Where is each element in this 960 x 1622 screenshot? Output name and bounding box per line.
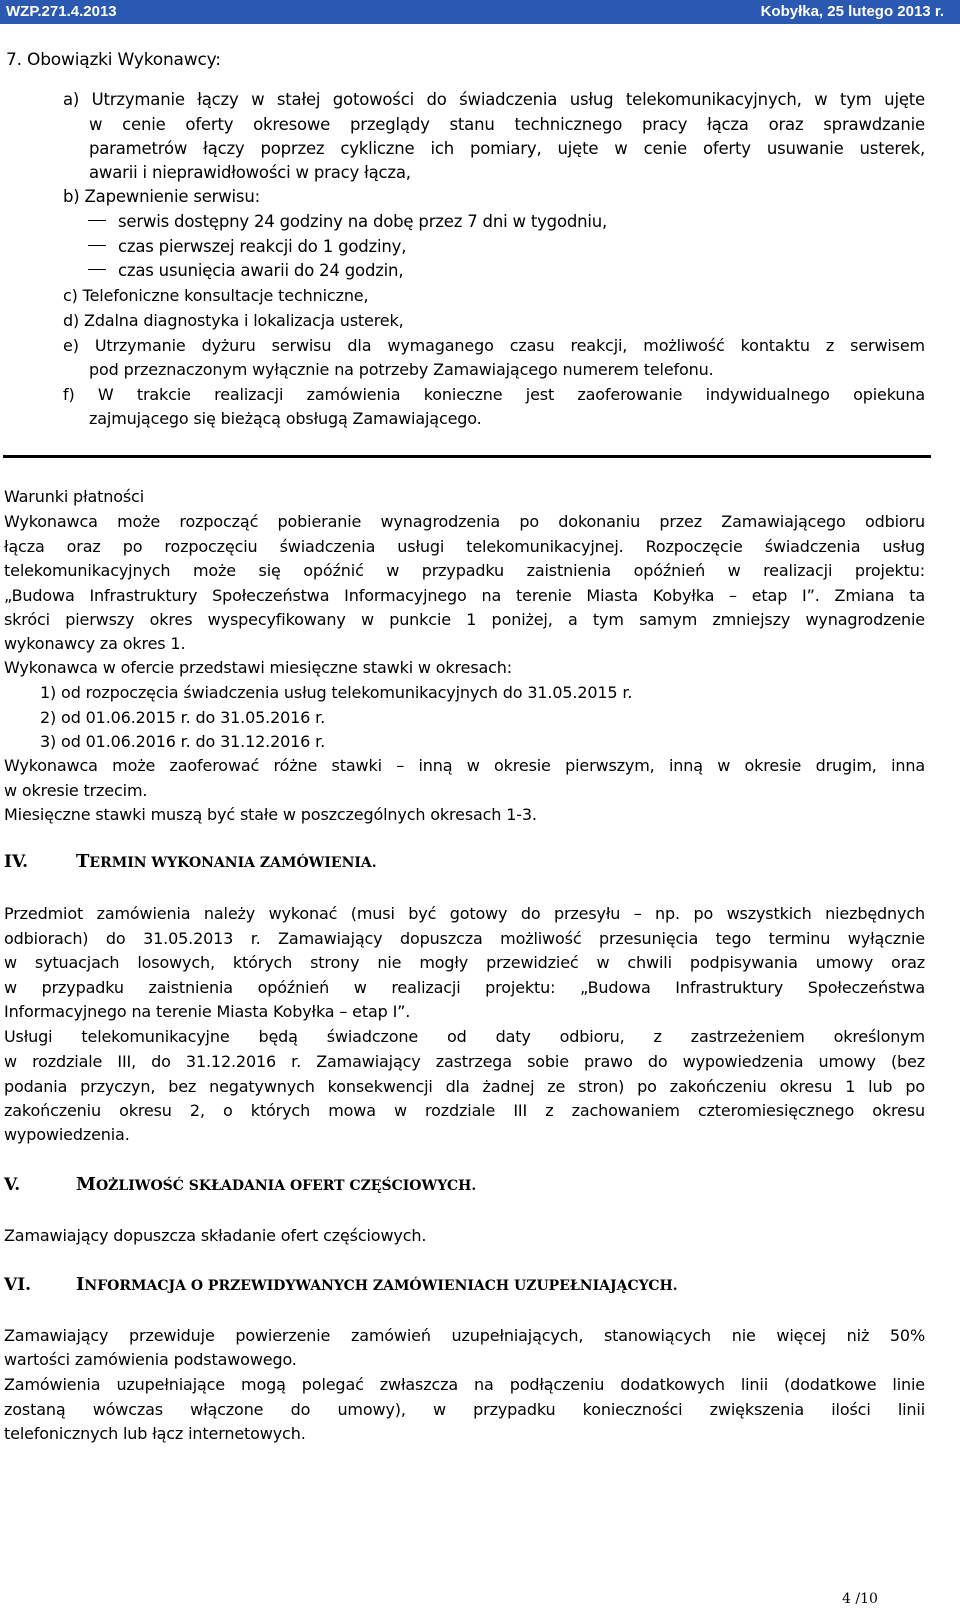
supplementary-p1-line-2: wartości zamówienia podstawowego. xyxy=(4,1350,297,1369)
supplementary-p2-line-1: Zamówienia uzupełniające mogą polegać zwłaszcza na podłączeniu dodatkowych linii (dodatkowe linie xyxy=(4,1375,925,1394)
payment-p3-line-2: w okresie trzecim. xyxy=(4,781,148,800)
section-iv-heading: IV. TERMIN WYKONANIA ZAMÓWIENIA. xyxy=(4,849,377,876)
dash-bullet xyxy=(88,245,106,246)
duty-f-line-1: f) W trakcie realizacji zamówienia konieczne jest zaoferowanie indywidualnego opiekuna xyxy=(63,385,925,404)
section-v-heading: V. MOŻLIWOŚĆ SKŁADANIA OFERT CZĘŚCIOWYCH. xyxy=(4,1172,476,1199)
term-p2-line-2: w rozdziale III, do 31.12.2016 r. Zamawiający zastrzega sobie prawo do wypowiedzenia umowy (bez xyxy=(4,1052,925,1071)
term-p1-line-1: Przedmiot zamówienia należy wykonać (musi być gotowy do przesyłu – np. po wszystkich niezbędnych xyxy=(4,904,925,923)
term-p1-line-2: odbiorach) do 31.05.2013 r. Zamawiający dopuszcza możliwość przesunięcia tego terminu wyłącznie xyxy=(4,929,925,948)
duty-c: c) Telefoniczne konsultacje techniczne, xyxy=(63,286,369,305)
payment-p1-line-2: łącza oraz po rozpoczęciu świadczenia usługi telekomunikacyjnej. Rozpoczęcie świadczenia usług xyxy=(4,537,925,556)
duty-a-line-2: w cenie oferty okresowe przeglądy stanu technicznego pracy łącza oraz sprawdzanie xyxy=(89,115,925,134)
section-divider xyxy=(3,455,931,458)
term-p2-line-3: podania przyczyn, bez negatywnych konsekwencji dla żadnej ze stron) po zakończeniu okresu 1 lub po xyxy=(4,1077,925,1096)
duty-e-line-2: pod przeznaczonym wyłącznie na potrzeby Zamawiającego numerem telefonu. xyxy=(89,360,714,379)
period-2: 2) od 01.06.2015 r. do 31.05.2016 r. xyxy=(40,708,326,727)
supplementary-p1-line-1: Zamawiający przewiduje powierzenie zamówień uzupełniających, stanowiących nie więcej niż 50% xyxy=(4,1326,925,1345)
duty-b-item-3: czas usunięcia awarii do 24 godzin, xyxy=(88,258,403,283)
period-3: 3) od 01.06.2016 r. do 31.12.2016 r. xyxy=(40,732,326,751)
duty-a-line-4: awarii i nieprawidłowości w pracy łącza, xyxy=(89,163,411,182)
term-p2-line-1: Usługi telekomunikacyjne będą świadczone od daty odbioru, z zastrzeżeniem określonym xyxy=(4,1027,925,1046)
duty-e-line-1: e) Utrzymanie dyżuru serwisu dla wymaganego czasu reakcji, możliwość kontaktu z serwisem xyxy=(63,336,925,355)
term-p1-line-3: w sytuacjach losowych, których strony nie mogły przewidzieć w chwili podpisywania umowy oraz xyxy=(4,953,925,972)
duty-f-line-2: zajmującego się bieżącą obsługą Zamawiającego. xyxy=(89,409,482,428)
term-p1-line-4: w przypadku zaistnienia opóźnień w realizacji projektu: „Budowa Infrastruktury Społeczeństwa xyxy=(4,978,925,997)
partial-offers-text: Zamawiający dopuszcza składanie ofert częściowych. xyxy=(4,1226,427,1245)
payment-p1-line-4: „Budowa Infrastruktury Społeczeństwa Informacyjnego na terenie Miasta Kobyłka – etap I”. Zmiana ta xyxy=(4,586,925,605)
dash-bullet xyxy=(88,269,106,270)
term-p2-line-5: wypowiedzenia. xyxy=(4,1125,130,1144)
duty-b-item-2: czas pierwszej reakcji do 1 godziny, xyxy=(88,234,406,259)
supplementary-p2-line-2: zostaną wówczas włączone do umowy), w przypadku konieczności zwiększenia ilości linii xyxy=(4,1400,925,1419)
dash-bullet xyxy=(88,220,106,221)
duty-a-line-1: a) Utrzymanie łączy w stałej gotowości do świadczenia usług telekomunikacyjnych, w tym ujęte xyxy=(63,90,925,109)
term-p2-line-4: zakończeniu okresu 2, o których mowa w rozdziale III z zachowaniem czteromiesięcznego okresu xyxy=(4,1101,925,1120)
duty-d: d) Zdalna diagnostyka i lokalizacja usterek, xyxy=(63,311,404,330)
payment-p1-line-6: wykonawcy za okres 1. xyxy=(4,634,186,653)
section-number: V. xyxy=(4,1175,21,1195)
section-vi-heading: VI. INFORMACJA O PRZEWIDYWANYCH ZAMÓWIENIACH UZUPEŁNIAJĄCYCH. xyxy=(4,1272,678,1299)
section-number: VI. xyxy=(4,1275,32,1295)
payment-p1-line-1: Wykonawca może rozpocząć pobieranie wynagrodzenia po dokonaniu przez Zamawiającego odbioru xyxy=(4,512,925,531)
payment-p2: Wykonawca w ofercie przedstawi miesięczne stawki w okresach: xyxy=(4,658,513,677)
header-bar xyxy=(0,0,960,24)
payment-p3-line-1: Wykonawca może zaoferować różne stawki – inną w okresie pierwszym, inną w okresie drugim, inna xyxy=(4,756,925,775)
supplementary-p2-line-3: telefonicznych lub łącz internetowych. xyxy=(4,1424,306,1443)
section-number: IV. xyxy=(4,852,29,872)
payment-p1-line-5: skróci pierwszy okres wyspecyfikowany w punkcie 1 poniżej, a tym samym zmniejszy wynagrodzenie xyxy=(4,610,925,629)
duty-b: b) Zapewnienie serwisu: xyxy=(63,187,260,206)
period-1: 1) od rozpoczęcia świadczenia usług telekomunikacyjnych do 31.05.2015 r. xyxy=(40,683,633,702)
document-id: WZP.271.4.2013 xyxy=(6,3,117,20)
page-number: 4 /10 xyxy=(842,1591,878,1607)
place-and-date: Kobyłka, 25 lutego 2013 r. xyxy=(760,3,944,20)
payment-title: Warunki płatności xyxy=(4,487,144,506)
section-7-title: 7. Obowiązki Wykonawcy: xyxy=(6,50,221,70)
payment-p1-line-3: telekomunikacyjnych może się opóźnić w przypadku zaistnienia opóźnień w realizacji projektu: xyxy=(4,561,925,580)
duty-a-line-3: parametrów łączy poprzez cykliczne ich pomiary, ujęte w cenie oferty usuwanie usterek, xyxy=(89,139,925,158)
payment-p4: Miesięczne stawki muszą być stałe w poszczególnych okresach 1-3. xyxy=(4,805,537,824)
term-p1-line-5: Informacyjnego na terenie Miasta Kobyłka – etap I”. xyxy=(4,1002,411,1021)
duty-b-item-1: serwis dostępny 24 godziny na dobę przez 7 dni w tygodniu, xyxy=(88,209,607,234)
